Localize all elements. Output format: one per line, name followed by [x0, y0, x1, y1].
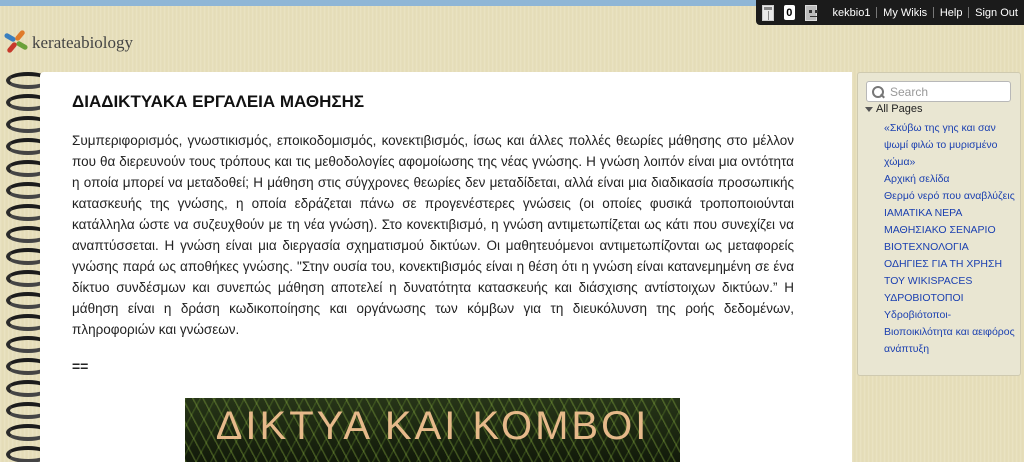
page-content: [40, 72, 852, 462]
logo-pinwheel-icon: [4, 30, 30, 56]
page-link[interactable]: ΟΔΗΓΙΕΣ ΓΙΑ ΤΗ ΧΡΗΣΗ ΤΟΥ WIKISPACES: [884, 258, 1003, 287]
all-pages-toggle[interactable]: [865, 103, 922, 115]
search-box[interactable]: [866, 81, 1011, 102]
page-link[interactable]: ΥΔΡΟΒΙΟΤΟΠΟΙ: [884, 292, 964, 304]
section-separator: ==: [72, 358, 89, 374]
networks-banner-image: [185, 398, 680, 462]
page-body-text: Συμπεριφορισμός, γνωστικισμός, εποικοδομισμός, κονεκτιβισμός, ίσως και άλλες πολλές θεωρίες μάθησης στο μέλλον που θα διερευνούν τους τρόπους και τις μεθοδολογίες αφομοίωσης της νέας γνώσης. Η γνώση λοιπόν είναι μια οντότητα η οποία μπορεί να μεταδοθεί; Η μάθηση στις σύγχρονες θεωρίες δεν μεταδίδεται, αλλά είναι μια διαδικασία προσωπικής κατασκευής της γνώσης, η οποία εδράζεται πάνω σε προγενέστερες γνώσεις (οι οποίες φυσικά τροποποιούνται κατάλληλα ώστε να συζευχθούν με τη νέα γνώση). Στο κονεκτιβισμό, η γνώση αντιμετωπίζεται ως κάτι που συνεχίζει να αναπτύσσεται. Η γνώση είναι μια διεργασία σχηματισμού δικτύων. Οι μαθητευόμενοι αντιμετωπίζονται ως μεταφορείς γνώσης παρά ως αποθήκες γνώσης. "Στην ουσία του, κονεκτιβισμός είναι η θέση ότι η γνώση είναι κατανεμημένη σε ένα δίκτυο συνδέσμων και συνεπώς μάθηση αποτελεί η δυνατότητα κατασκευής και διάσχισης αντίστοιχων δικτύων.” Η μάθηση είναι η δράση κωδικοποίησης και οργάνωσης των κόμβων για τη διευκόλυνση της ροής δεδομένων, πληροφοριών και γνώσεων.: [72, 133, 794, 337]
calendar-icon[interactable]: [762, 5, 774, 21]
my-wikis-link[interactable]: My Wikis: [883, 6, 928, 19]
top-toolbar: [756, 0, 1024, 25]
avatar-icon[interactable]: [805, 5, 817, 21]
triangle-down-icon: [865, 107, 873, 112]
search-input[interactable]: [890, 85, 1000, 99]
page-list: [884, 120, 1016, 358]
logo-text: kerateabiology: [32, 33, 134, 52]
page-link[interactable]: «Σκύβω της γης και σαν ψωμί φιλώ το μυρισμένο χώμα»: [884, 122, 998, 168]
page-title: ΔΙΑΔΙΚΤΥΑΚΑ ΕΡΓΑΛΕΙΑ ΜΑΘΗΣΗΣ: [72, 92, 365, 111]
sign-out-link[interactable]: Sign Out: [975, 6, 1018, 19]
all-pages-label: All Pages: [876, 103, 923, 115]
page-link[interactable]: Υδροβιότοποι- Βιοποικιλότητα και αειφόρος ανάπτυξη: [884, 309, 1015, 355]
notification-count-badge[interactable]: 0: [784, 5, 795, 20]
username-link[interactable]: kekbio1: [832, 6, 871, 19]
page-link[interactable]: Θερμό νερό που αναβλύζεις: [884, 190, 1015, 202]
page-link[interactable]: ΜΑΘΗΣΙΑΚΟ ΣΕΝΑΡΙΟ ΒΙΟΤΕΧΝΟΛΟΓΙΑ: [884, 224, 996, 253]
page-link[interactable]: Αρχική σελίδα: [884, 173, 950, 185]
page-link[interactable]: ΙΑΜΑΤΙΚΑ ΝΕΡΑ: [884, 207, 963, 219]
sidebar: [857, 72, 1021, 376]
site-logo[interactable]: [4, 28, 133, 58]
help-link[interactable]: Help: [939, 6, 963, 19]
banner-title: ΔΙΚΤΥΑ ΚΑΙ ΚΟΜΒΟΙ: [215, 404, 650, 448]
search-icon: [871, 85, 885, 99]
